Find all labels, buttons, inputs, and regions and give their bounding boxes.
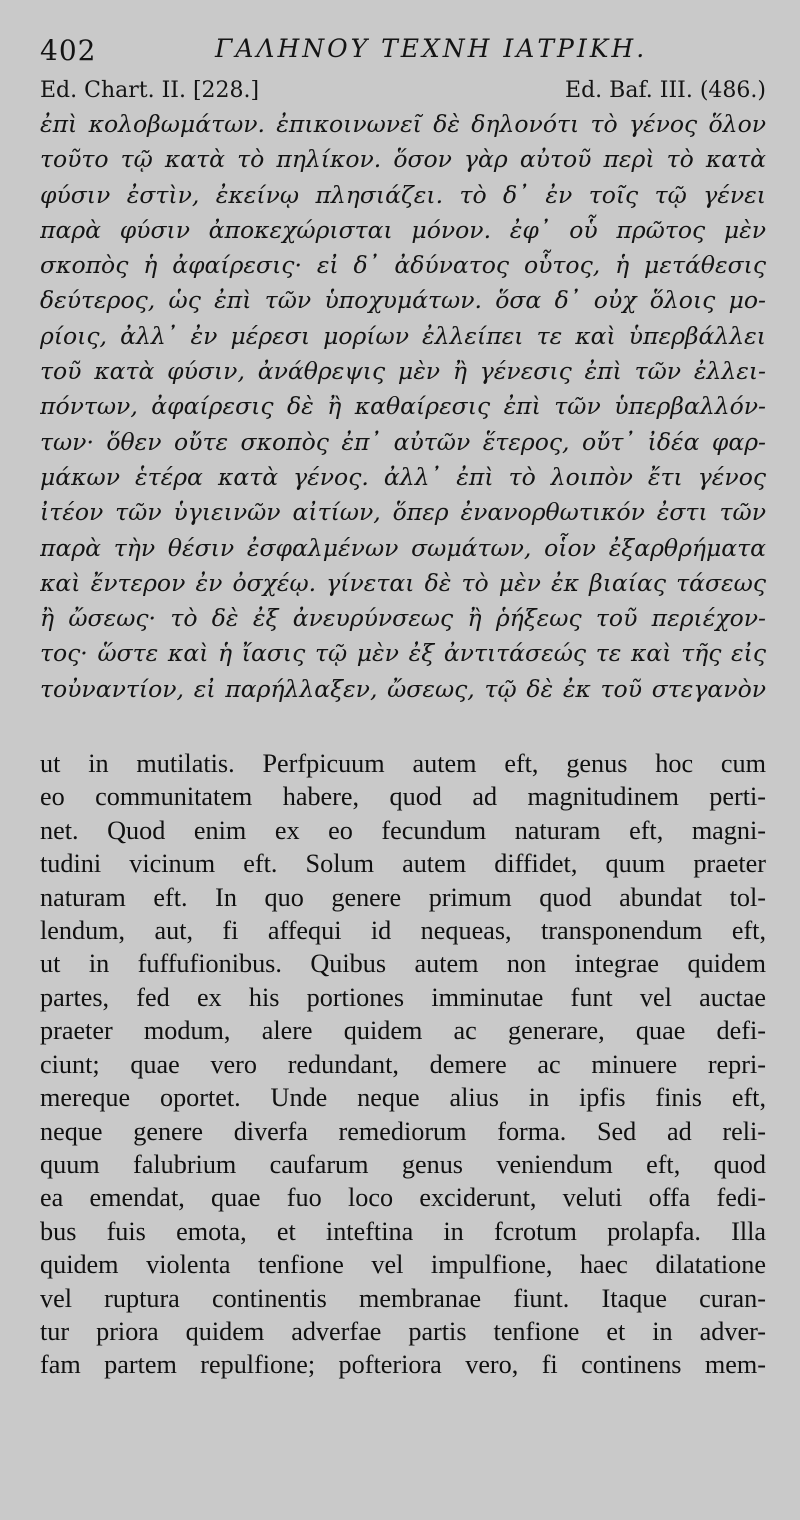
greek-line: τοὐναντίον, εἰ παρήλλαξεν, ὤσεως, τῷ δὲ ἐκ τοῦ στεγανὸν	[40, 674, 766, 703]
latin-line: quidem violenta tenfione vel impulfione, haec dilatatione	[40, 1250, 766, 1280]
greek-line: ἐπὶ κολοβωμάτων. ἐπικοινωνεῖ δὲ δηλονότι τὸ γένος ὅλον	[40, 110, 766, 138]
greek-line: δεύτερος, ὡς ἐπὶ τῶν ὑποχυμάτων. ὅσα δ᾽ οὐχ ὅλοις μο-	[40, 286, 766, 315]
greek-line: μάκων ἑτέρα κατὰ γένος. ἀλλ᾽ ἐπὶ τὸ λοιπὸν ἔτι γένος	[40, 462, 766, 491]
latin-line: ut in fuffufionibus. Quibus autem non integrae quidem	[40, 949, 766, 979]
latin-line: eo communitatem habere, quod ad magnitudinem perti-	[40, 782, 766, 812]
edition-chartier-reference: Ed. Chart. II. [228.]	[40, 78, 260, 103]
greek-line: σκοπὸς ἡ ἀφαίρεσις· εἰ δ᾽ ἀδύνατος οὗτος, ἡ μετάθεσις	[40, 251, 766, 280]
latin-line: ut in mutilatis. Perfpicuum autem eft, genus hoc cum	[40, 749, 766, 779]
latin-line: tudini vicinum eft. Solum autem diffidet, quum praeter	[40, 849, 766, 879]
edition-basel-reference: Ed. Baf. III. (486.)	[565, 78, 766, 103]
greek-line: πόντων, ἀφαίρεσις δὲ ἢ καθαίρεσις ἐπὶ τῶν ὑπερβαλλόν-	[40, 392, 766, 421]
greek-line: καὶ ἔντερον ἐν ὀσχέῳ. γίνεται δὲ τὸ μὲν ἐκ βιαίας τάσεως	[40, 568, 766, 597]
latin-line: quum falubrium caufarum genus veniendum eft, quod	[40, 1149, 766, 1179]
latin-line: net. Quod enim ex eo fecundum naturam eft, magni-	[40, 815, 766, 845]
latin-line: praeter modum, alere quidem ac generare, quae defi-	[40, 1016, 766, 1046]
edition-references	[40, 76, 766, 106]
latin-line: vel ruptura continentis membranae fiunt. Itaque curan-	[40, 1283, 766, 1313]
latin-line: neque genere diverfa remediorum forma. Sed ad reli-	[40, 1116, 766, 1146]
latin-line: ea emendat, quae fuo loco exciderunt, veluti offa fedi-	[40, 1183, 766, 1213]
greek-line: ἢ ὤσεως· τὸ δὲ ἐξ ἀνευρύνσεως ἢ ῥήξεως τοῦ περιέχον-	[40, 604, 766, 633]
greek-line: ρίοις, ἀλλ᾽ ἐν μέρεσι μορίων ἐλλείπει τε καὶ ὑπερβάλλει	[40, 321, 766, 350]
greek-line: ἰτέον τῶν ὑγιεινῶν αἰτίων, ὅπερ ἐνανορθωτικόν ἐστι τῶν	[40, 498, 766, 527]
latin-line: bus fuis emota, et inteftina in fcrotum prolapfa. Illa	[40, 1216, 766, 1246]
latin-line: lendum, aut, fi affequi id nequeas, transponendum eft,	[40, 916, 766, 946]
running-head	[40, 28, 766, 72]
latin-line: partes, fed ex his portiones imminutae funt vel auctae	[40, 982, 766, 1012]
latin-line: ciunt; quae vero redundant, demere ac minuere repri-	[40, 1049, 766, 1079]
greek-line: τοῦτο τῷ κατὰ τὸ πηλίκον. ὅσον γὰρ αὐτοῦ περὶ τὸ κατὰ	[40, 145, 766, 174]
greek-line: τος· ὥστε καὶ ἡ ἴασις τῷ μὲν ἐξ ἀντιτάσεώς τε καὶ τῆς εἰς	[40, 639, 766, 668]
page-number: 402	[40, 34, 97, 67]
latin-line: fam partem repulfione; pofteriora vero, fi continens mem-	[40, 1350, 766, 1380]
greek-line: τοῦ κατὰ φύσιν, ἀνάθρεψις μὲν ἢ γένεσις ἐπὶ τῶν ἐλλει-	[40, 357, 766, 386]
latin-line: naturam eft. In quo genere primum quod abundat tol-	[40, 882, 766, 912]
latin-line: mereque oportet. Unde neque alius in ipfis finis eft,	[40, 1083, 766, 1113]
greek-line: παρὰ φύσιν ἀποκεχώρισται μόνον. ἐφ᾽ οὗ πρῶτος μὲν	[40, 215, 766, 244]
latin-translation-block	[40, 747, 766, 1382]
running-title: ΓΑΛΗΝΟΥ ΤΕΧΝΗ ΙΑΤΡΙΚΗ.	[215, 34, 648, 63]
greek-line: των· ὅθεν οὔτε σκοπὸς ἐπ᾽ αὐτῶν ἕτερος, οὔτ᾽ ἰδέα φαρ-	[40, 427, 766, 456]
latin-line: tur priora quidem adverfae partis tenfione et in adver-	[40, 1316, 766, 1346]
greek-text-block	[40, 107, 766, 707]
greek-line: φύσιν ἐστὶν, ἐκείνῳ πλησιάζει. τὸ δ᾽ ἐν τοῖς τῷ γένει	[40, 180, 766, 209]
greek-line: παρὰ τὴν θέσιν ἐσφαλμένων σωμάτων, οἷον ἐξαρθρήματα	[40, 533, 766, 562]
